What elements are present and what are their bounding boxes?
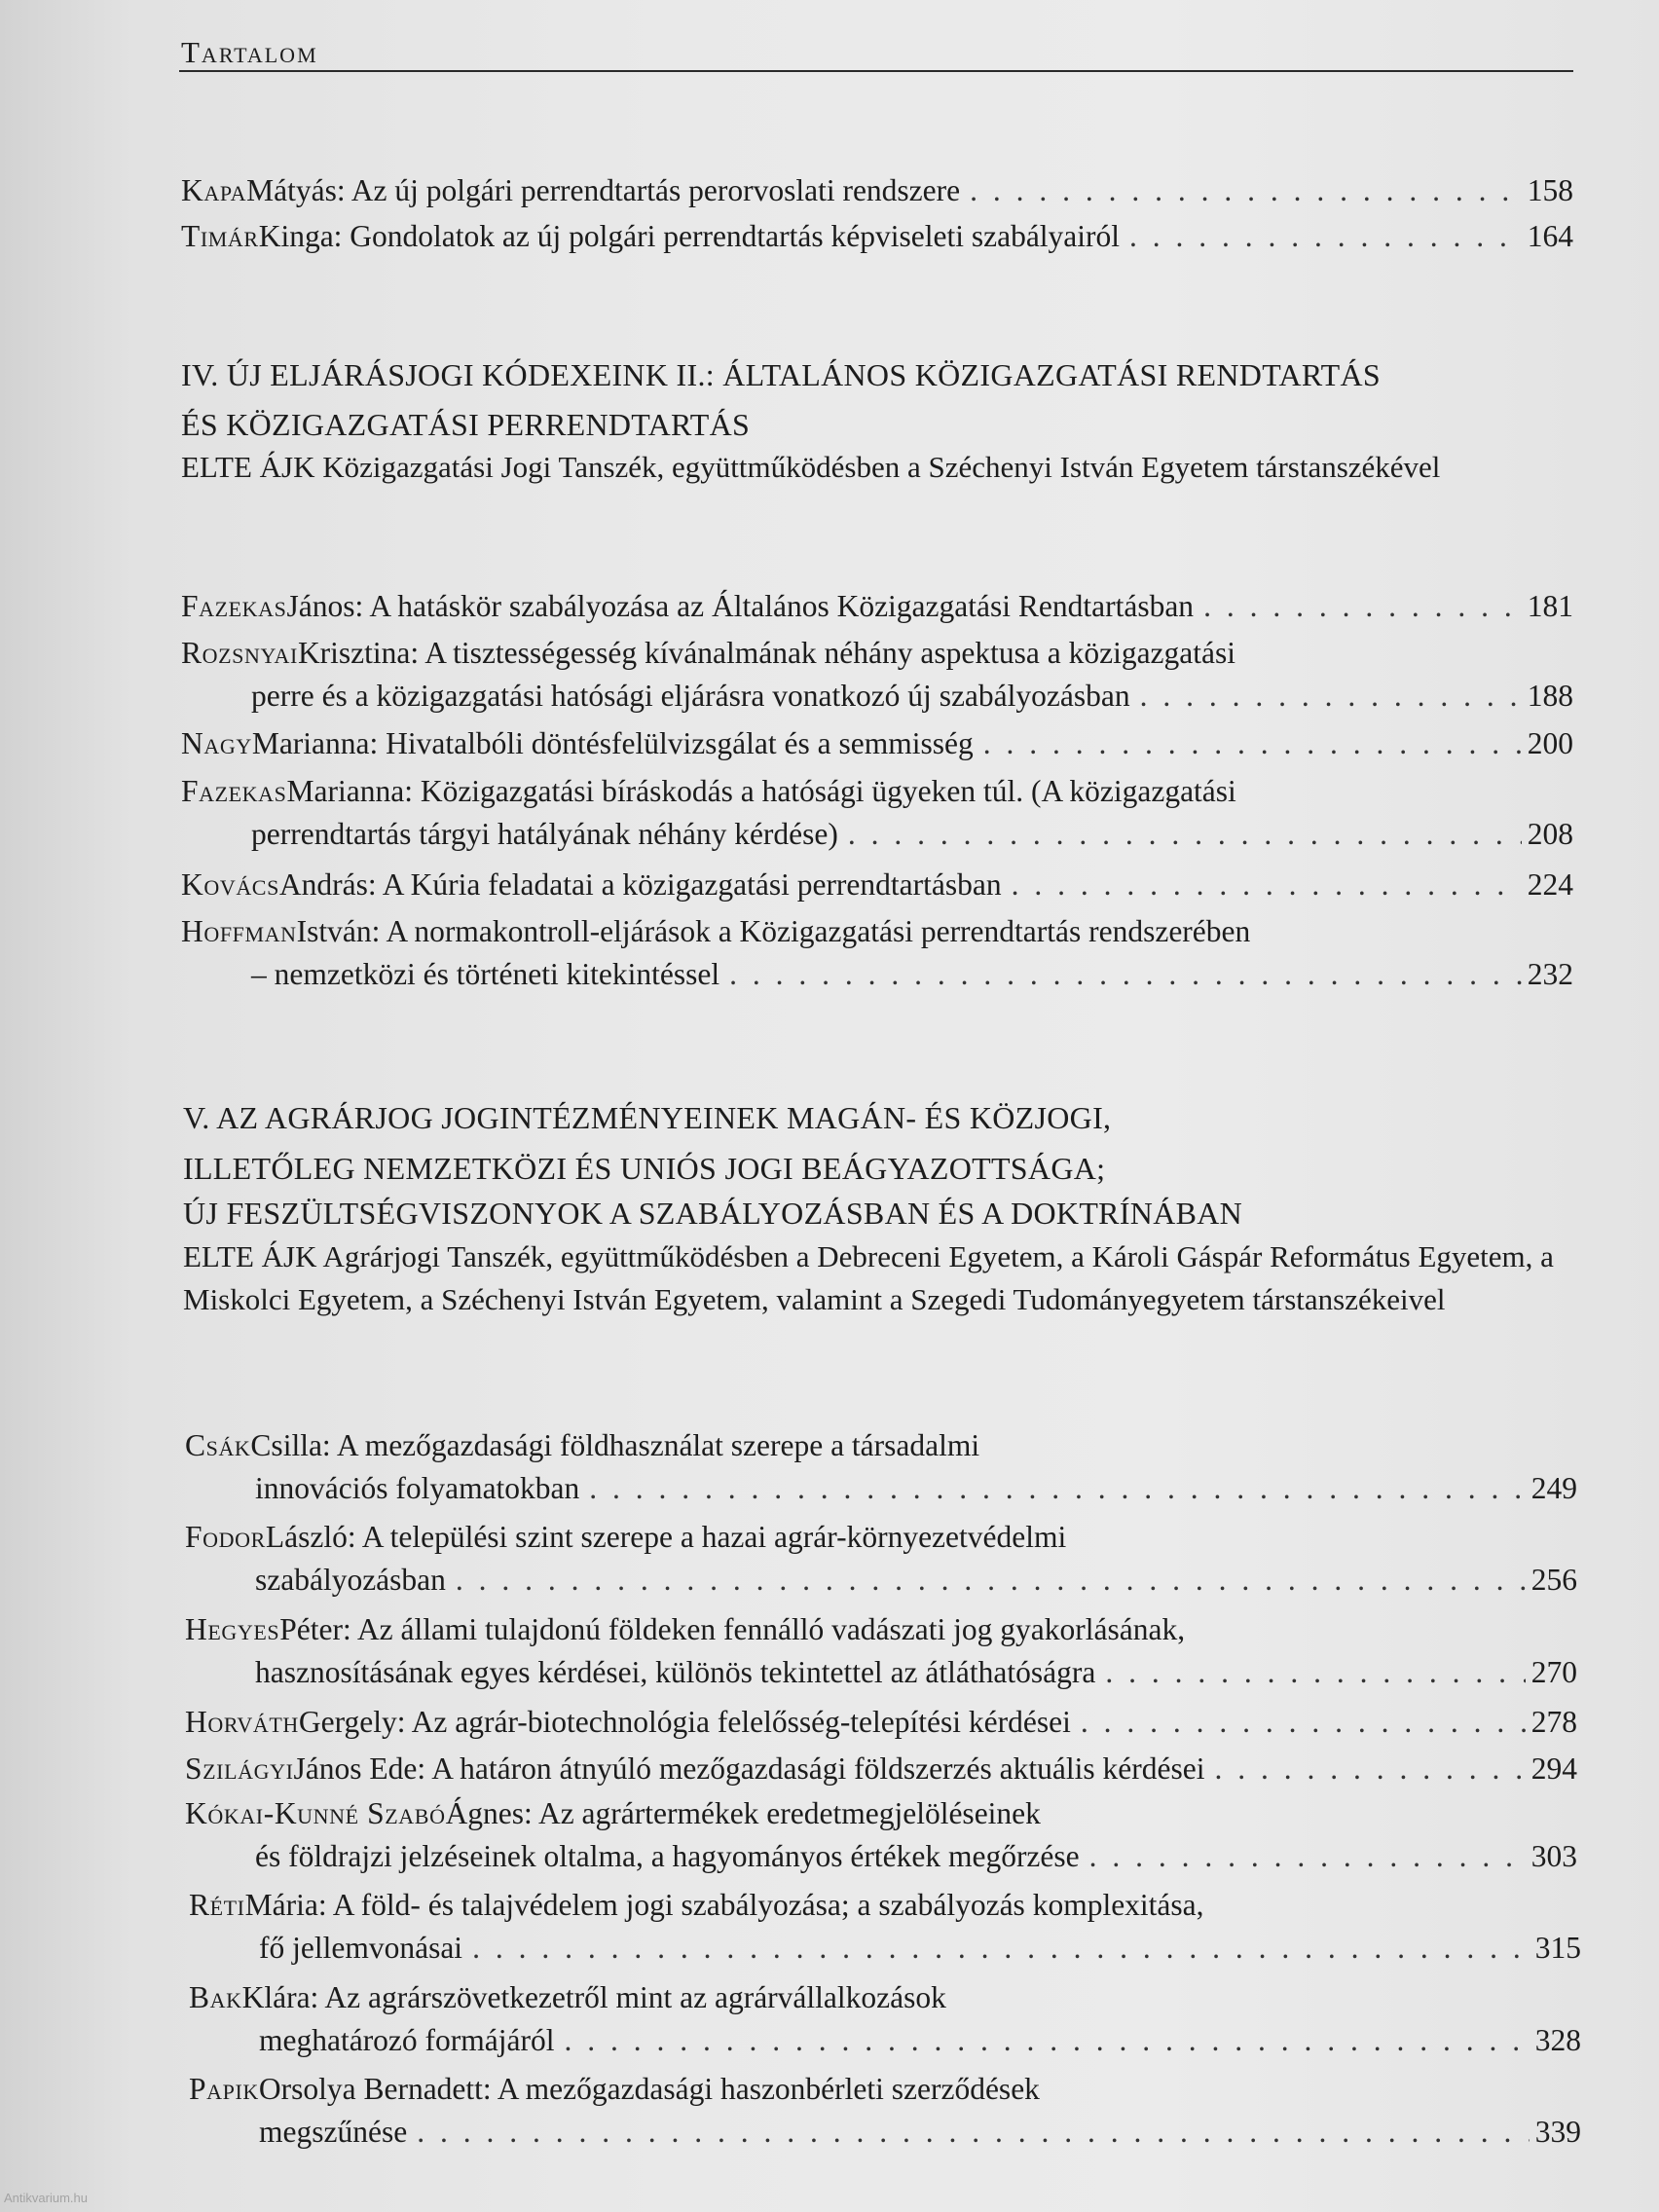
entry-title: Gergely: Az agrár-biotechnológia felelősség-telepítési kérdései [298, 1705, 1071, 1739]
entry-title: András: A Kúria feladatai a közigazgatási perrendtartásban [278, 867, 1002, 902]
entry-page: 200 [1527, 726, 1573, 760]
dot-leader [1089, 1835, 1526, 1878]
entry-author: Kapa [181, 173, 247, 207]
entry-author: Csák [185, 1428, 251, 1462]
entry-title: Orsolya Bernadett: A mezőgazdasági haszonbérleti szerződések [258, 2072, 1040, 2106]
entry-title: Mátyás: Az új polgári perrendtartás perorvoslati rendszere [246, 173, 961, 207]
entry-title-continued: szabályozásban [255, 1563, 446, 1597]
toc-entry [181, 770, 1573, 851]
dot-leader [1203, 585, 1522, 628]
entry-title-continued: megszűnése [259, 2115, 408, 2149]
dot-leader [564, 2019, 1529, 2062]
entry-page: 294 [1530, 1751, 1577, 1786]
entry-author: Fazekas [181, 589, 287, 623]
dot-leader [589, 1467, 1525, 1510]
entry-title-continued: és földrajzi jelzéseinek oltalma, a hagyományos értékek megőrzése [255, 1839, 1080, 1873]
entry-title: Mária: A föld- és talajvédelem jogi szabályozása; a szabályozás komplexitása, [244, 1888, 1204, 1922]
toc-entry [181, 910, 1573, 991]
entry-author: Réti [189, 1888, 245, 1922]
entry-page: 339 [1534, 2115, 1581, 2149]
entry-title-continued: meghatározó formájáról [259, 2023, 555, 2057]
section-title: IV. ÚJ ELJÁRÁSJOGI KÓDEXEINK II.: ÁLTALÁNOS KÖZIGAZGATÁSI RENDTARTÁS [181, 357, 1381, 392]
section-subtitle: ELTE ÁJK Közigazgatási Jogi Tanszék, együttműködésben a Széchenyi István Egyetem társtanszékével [181, 450, 1441, 484]
entry-page: 232 [1527, 957, 1573, 991]
toc-entry [181, 864, 1573, 906]
toc-entry [185, 1608, 1577, 1689]
entry-page: 158 [1527, 173, 1573, 207]
entry-author: Hegyes [185, 1612, 280, 1646]
entry-title: László: A települési szint szerepe a hazai agrár-környezetvédelmi [265, 1520, 1067, 1554]
toc-entry [181, 585, 1573, 628]
section-title: ÚJ FESZÜLTSÉGVISZONYOK A SZABÁLYOZÁSBAN ÉS A DOKTRÍNÁBAN [183, 1196, 1243, 1231]
entry-author: Nagy [181, 726, 252, 760]
entry-title-continued: perre és a közigazgatási hatósági eljárásra vonatkozó új szabályozásban [251, 679, 1130, 713]
entry-title: János Ede: A határon átnyúló mezőgazdasági földszerzés aktuális kérdései [293, 1751, 1205, 1786]
entry-page: 208 [1527, 817, 1573, 851]
toc-entry [181, 169, 1573, 212]
section-title: ÉS KÖZIGAZGATÁSI PERRENDTARTÁS [181, 407, 751, 442]
entry-title: Csilla: A mezőgazdasági földhasználat szerepe a társadalmi [250, 1428, 980, 1462]
entry-page: 224 [1527, 867, 1573, 902]
dot-leader [1105, 1651, 1525, 1694]
entry-title-continued: innovációs folyamatokban [255, 1471, 580, 1505]
entry-author: Kókai-Kunné Szabó [185, 1796, 446, 1830]
dot-leader [848, 813, 1522, 856]
entry-author: Kovács [181, 867, 279, 902]
dot-leader [456, 1559, 1526, 1602]
toc-entry [185, 1701, 1577, 1744]
entry-author: Hoffman [181, 914, 297, 948]
section-subtitle: ELTE ÁJK Agrárjogi Tanszék, együttműködésben a Debreceni Egyetem, a Károli Gáspár Református Egyetem, a Miskolci Egyetem, a Széchenyi István Egyetem, valamint a Szegedi Tudományegyetem társtanszékeivel [183, 1239, 1554, 1316]
section-title: ILLETŐLEG NEMZETKÖZI ÉS UNIÓS JOGI BEÁGYAZOTTSÁGA; [183, 1151, 1106, 1186]
entry-title: Krisztina: A tisztességesség kívánalmának néhány aspektusa a közigazgatási [297, 636, 1236, 670]
toc-entry [181, 632, 1573, 713]
entry-title-continued: fő jellemvonásai [259, 1931, 463, 1965]
entry-title-continued: – nemzetközi és történeti kitekintéssel [251, 957, 720, 991]
entry-title-continued: hasznosításának egyes kérdései, különös tekintettel az átláthatóságra [255, 1655, 1096, 1689]
entry-page: 188 [1527, 679, 1573, 713]
entry-page: 256 [1530, 1563, 1577, 1597]
entry-page: 181 [1527, 589, 1573, 623]
entry-title: István: A normakontroll-eljárások a Közigazgatási perrendtartás rendszerében [296, 914, 1251, 948]
entry-title: Péter: Az állami tulajdonú földeken fennálló vadászati jog gyakorlásának, [279, 1612, 1186, 1646]
dot-leader [1214, 1748, 1525, 1790]
toc-entry [185, 1424, 1577, 1505]
dot-leader [417, 2111, 1530, 2154]
dot-leader [1129, 215, 1522, 258]
entry-author: Timár [181, 219, 259, 253]
entry-title: Klára: Az agrárszövetkezetről mint az agrárvállalkozások [241, 1980, 946, 2014]
entry-author: Horváth [185, 1705, 299, 1739]
section-title: V. AZ AGRÁRJOG JOGINTÉZMÉNYEINEK MAGÁN- ÉS KÖZJOGI, [183, 1100, 1112, 1135]
entry-title: Ágnes: Az agrártermékek eredetmegjelöléseinek [445, 1796, 1041, 1830]
header-rule [179, 70, 1573, 72]
entry-page: 249 [1530, 1471, 1577, 1505]
toc-entry [189, 2068, 1581, 2149]
entry-title: Kinga: Gondolatok az új polgári perrendtartás képviseleti szabályairól [258, 219, 1121, 253]
entry-author: Papik [189, 2072, 259, 2106]
running-head: Tartalom [181, 35, 318, 69]
entry-author: Szilágyi [185, 1751, 294, 1786]
entry-page: 164 [1527, 219, 1573, 253]
dot-leader [1012, 864, 1522, 906]
entry-title-continued: perrendtartás tárgyi hatályának néhány kérdése) [251, 817, 838, 851]
entry-title: Marianna: Közigazgatási bíráskodás a hatósági ügyeken túl. (A közigazgatási [286, 774, 1236, 808]
toc-entry [189, 1884, 1581, 1965]
watermark: Antikvarium.hu [4, 2191, 88, 2205]
toc-entry [181, 722, 1573, 765]
entry-author: Fodor [185, 1520, 266, 1554]
entry-page: 278 [1530, 1705, 1577, 1739]
dot-leader [729, 953, 1522, 996]
entry-author: Fazekas [181, 774, 287, 808]
toc-entry [185, 1748, 1577, 1790]
entry-title: Marianna: Hivatalbóli döntésfelülvizsgálat és a semmisség [251, 726, 974, 760]
toc-entry [185, 1516, 1577, 1597]
toc-entry [189, 1976, 1581, 2057]
toc-entry [185, 1792, 1577, 1873]
entry-author: Rozsnyai [181, 636, 298, 670]
dot-leader [1081, 1701, 1526, 1744]
entry-page: 303 [1530, 1839, 1577, 1873]
dot-leader [983, 722, 1522, 765]
dot-leader [970, 169, 1522, 212]
dot-leader [472, 1927, 1530, 1970]
entry-page: 315 [1534, 1931, 1581, 1965]
entry-page: 328 [1534, 2023, 1581, 2057]
toc-entry [181, 215, 1573, 258]
entry-author: Bak [189, 1980, 242, 2014]
entry-page: 270 [1530, 1655, 1577, 1689]
entry-title: János: A hatáskör szabályozása az Általános Közigazgatási Rendtartásban [286, 589, 1195, 623]
dot-leader [1140, 675, 1522, 718]
